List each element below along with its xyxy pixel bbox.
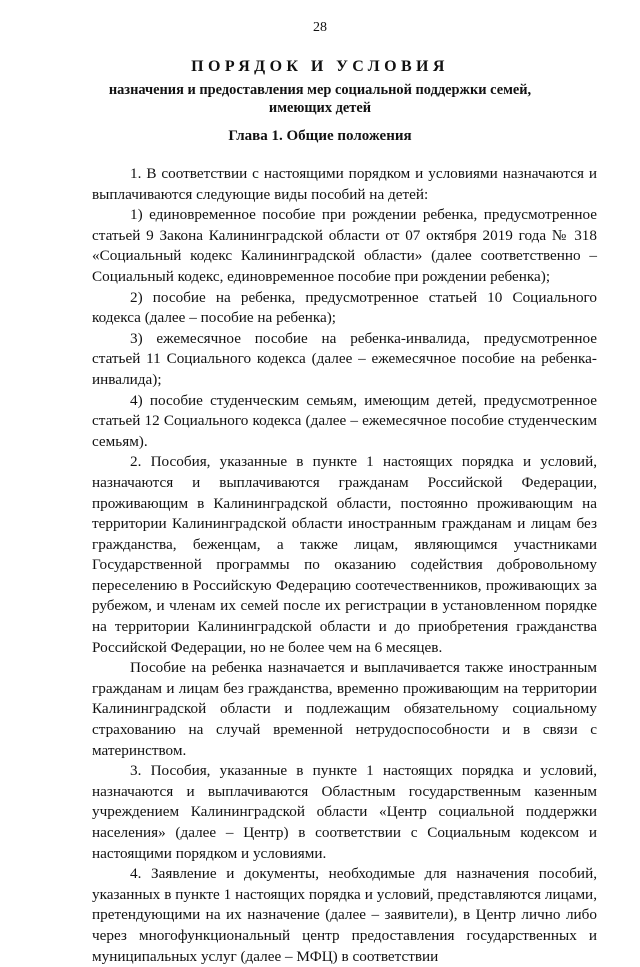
paragraph: 2) пособие на ребенка, предусмотренное статьей 10 Социального кодекса (далее – пособие на ребенка); <box>92 288 597 327</box>
paragraph: 2. Пособия, указанные в пункте 1 настоящих порядка и условий, назначаются и выплачиваются гражданам Российской Федерации, проживающим в Калининградской области, постоянно проживающим на территории Калининградской области иностранным гражданам и лицам без гражданства, беженцам, а также лицам, являющимся участниками Государственной программы по оказанию содействия добровольному переселению в Российскую Федерацию соотечественников, проживающих за рубежом, и членам их семей после их регистрации в установленном порядке на территории Калининградской области и до приобретения гражданства Российской Федерации, но не более чем на 6 месяцев. <box>92 453 597 656</box>
document-title: ПОРЯДОК И УСЛОВИЯ <box>191 58 449 75</box>
page-number: 28 <box>313 20 327 35</box>
paragraph: 1. В соответствии с настоящими порядком и условиями назначаются и выплачиваются следующие виды пособий на детей: <box>92 165 597 203</box>
document-body <box>92 164 597 967</box>
paragraph: 4) пособие студенческим семьям, имеющим детей, предусмотренное статьей 12 Социального кодекса (далее – ежемесячное пособие студенческим семьям). <box>92 391 597 450</box>
paragraph: 1) единовременное пособие при рождении ребенка, предусмотренное статьей 9 Закона Калининградской области от 07 октября 2019 года № 318 «Социальный кодекс Калининградской области» (далее соответственно – Социальный кодекс, единовременное пособие при рождении ребенка); <box>92 206 597 285</box>
paragraph: 3) ежемесячное пособие на ребенка-инвалида, предусмотренное статьей 11 Социального кодекса (далее – ежемесячное пособие на ребенка-инвалида); <box>92 329 597 388</box>
paragraph: 3. Пособия, указанные в пункте 1 настоящих порядка и условий, назначаются и выплачиваются Областным государственным казенным учреждением Калининградской области «Центр социальной поддержки населения» (далее – Центр) в соответствии с Социальным кодексом и настоящими порядком и условиями. <box>92 762 597 862</box>
chapter-heading: Глава 1. Общие положения <box>228 128 412 144</box>
paragraph: Пособие на ребенка назначается и выплачивается также иностранным гражданам и лицам без гражданства, временно проживающим на территории Калининградской области и подлежащим обязательному социальному страхованию на случай временной нетрудоспособности и в связи с материнством. <box>92 659 597 759</box>
document-subtitle: назначения и предоставления мер социальной поддержки семей, имеющих детей <box>108 82 532 116</box>
paragraph: 4. Заявление и документы, необходимые для назначения пособий, указанных в пункте 1 настоящих порядка и условий, представляются лицами, претендующими на их назначение (далее – заявители), в Центр лично либо через многофункциональный центр предоставления государственных и муниципальных услуг (далее – МФЦ) в соответствии <box>92 865 597 965</box>
